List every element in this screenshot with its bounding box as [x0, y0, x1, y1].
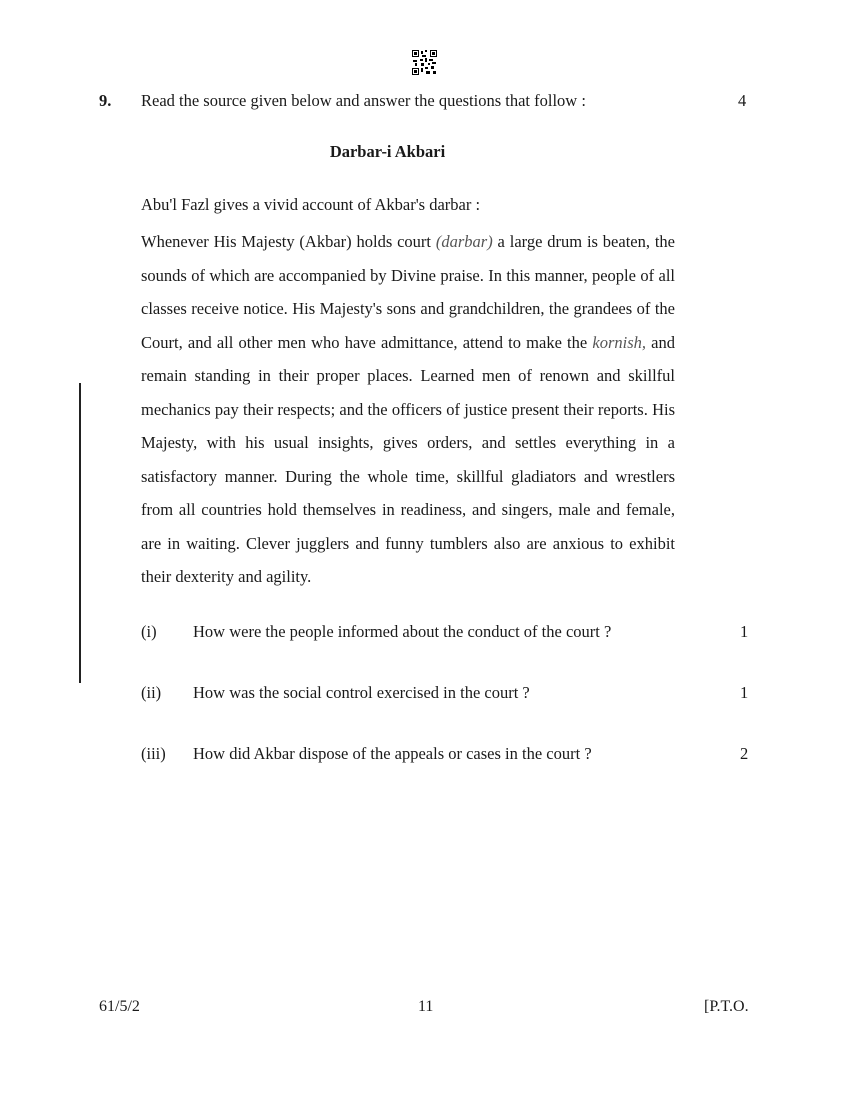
subquestion-text: How were the people informed about the conduct of the court ?: [193, 622, 612, 641]
question-instruction: Read the source given below and answer the questions that follow :: [141, 91, 586, 110]
question-number: 9.: [99, 91, 112, 110]
subquestion-text: How did Akbar dispose of the appeals or cases in the court ?: [193, 744, 592, 763]
subquestion-text: How was the social control exercised in the court ?: [193, 683, 530, 702]
margin-bar: [79, 383, 81, 683]
subquestion-number: (iii): [141, 744, 166, 763]
qr-code-icon: [412, 50, 437, 75]
paper-code: 61/5/2: [99, 998, 140, 1015]
term-darbar: (darbar): [435, 232, 493, 251]
subquestion-marks: 2: [740, 744, 749, 763]
passage-part-3: and remain standing in their proper places. Learned men of renown and skillful mechanics pay their respects; and the officers of justice present their reports. His Majesty, with his usual insights, gives orders, and settles everything in a satisfactory manner. During the whole time, skillful gladiators and wrestlers from all countries hold themselves in readiness, and singers, male and female, are in waiting. Clever jugglers and funny tumblers also are anxious to exhibit their dexterity and agility.: [141, 332, 675, 586]
passage-part-2: a large drum is beaten, the sounds of which are accompanied by Divine praise. In this manner, people of all classes receive notice. His Majesty's sons and grandchildren, the grandees of the Court, and all other men who have admittance, attend to make the: [141, 232, 675, 352]
subquestion-marks: 1: [740, 622, 749, 641]
passage-part-1: Whenever His Majesty (Akbar) holds court: [141, 232, 436, 251]
subquestion-marks: 1: [740, 683, 749, 702]
term-kornish: kornish,: [592, 332, 646, 352]
please-turn-over: [P.T.O.: [704, 998, 749, 1015]
question-marks: 4: [738, 91, 747, 110]
page-number: 11: [418, 998, 434, 1015]
subquestion-number: (i): [141, 622, 157, 641]
source-passage: [141, 225, 675, 594]
source-intro: Abu'l Fazl gives a vivid account of Akbar's darbar :: [141, 195, 481, 214]
source-title: Darbar-i Akbari: [329, 142, 446, 161]
subquestion-number: (ii): [141, 683, 162, 702]
